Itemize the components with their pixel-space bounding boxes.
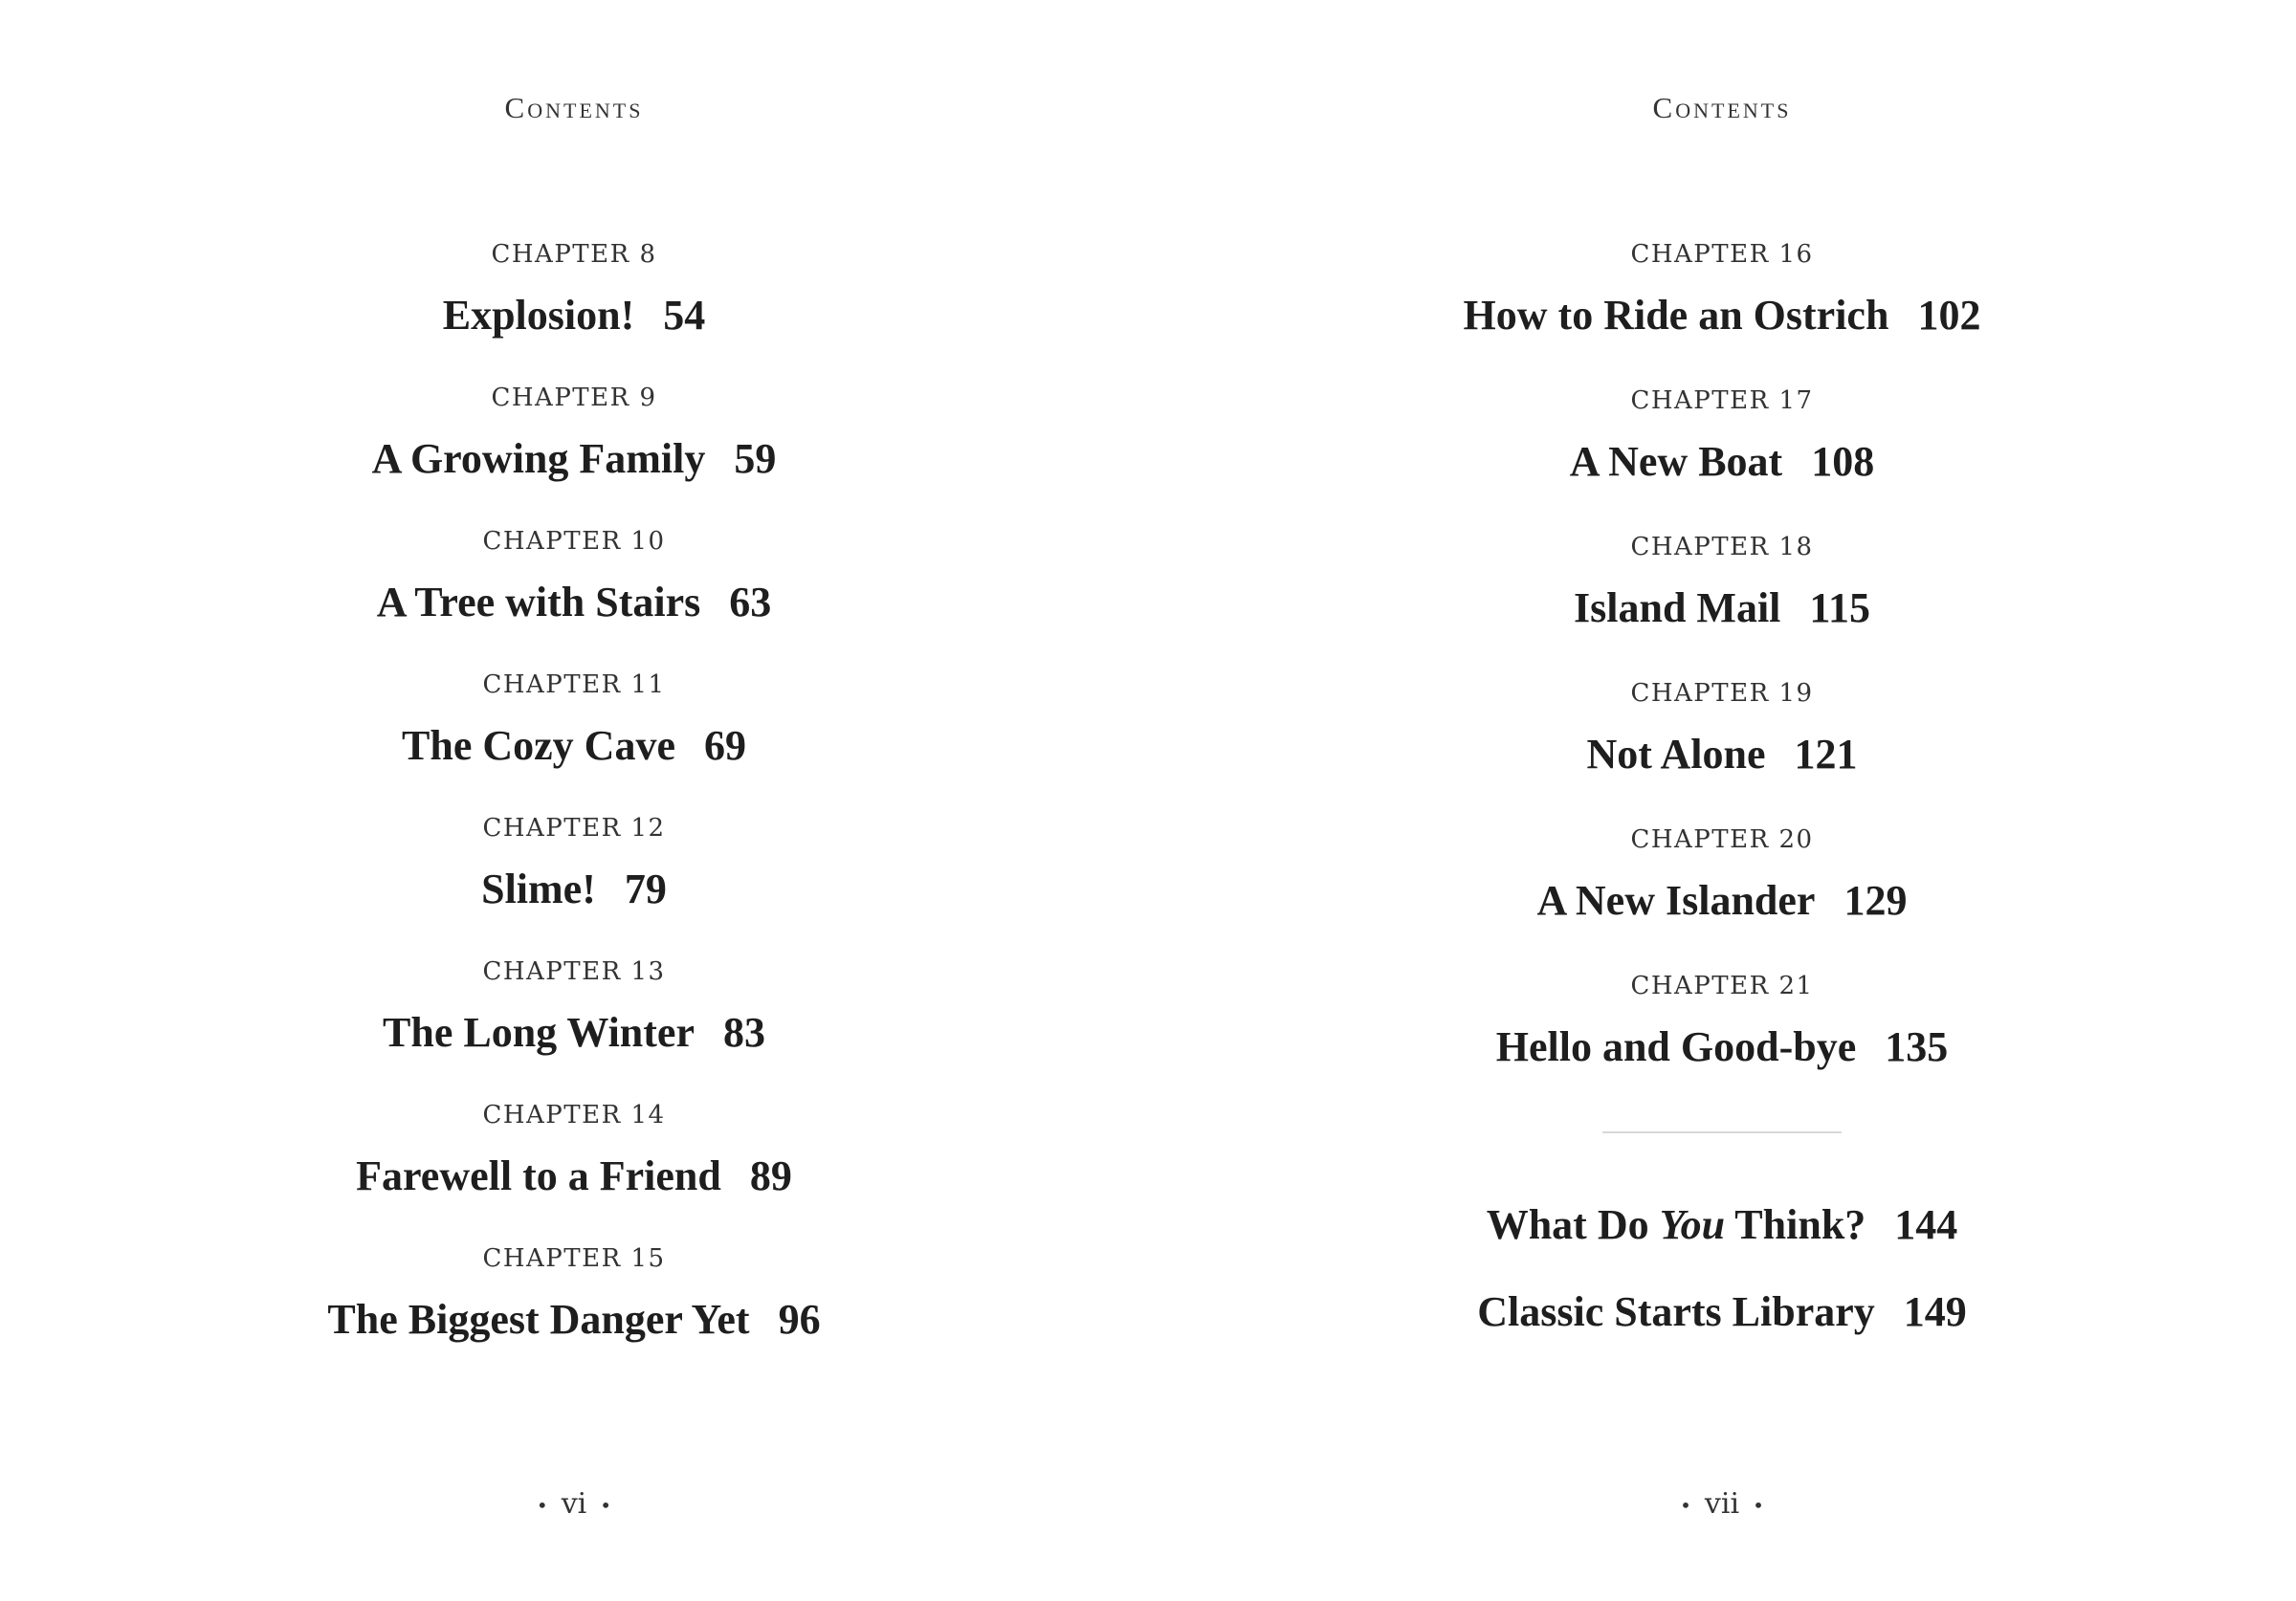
folio-dot: • bbox=[1680, 1494, 1691, 1517]
back-matter-entry[interactable] bbox=[1148, 1198, 2296, 1252]
chapter-title: The Long Winter bbox=[383, 1009, 695, 1056]
toc-entry[interactable] bbox=[1148, 971, 2296, 1074]
folio-dot: • bbox=[536, 1494, 548, 1517]
chapter-page-number: 135 bbox=[1885, 1023, 1949, 1070]
chapter-page-number: 129 bbox=[1843, 877, 1908, 924]
chapter-title: How to Ride an Ostrich bbox=[1463, 292, 1889, 339]
chapter-page-number: 96 bbox=[778, 1296, 821, 1343]
chapter-label: CHAPTER 11 bbox=[482, 670, 666, 699]
folio-number: vi bbox=[561, 1487, 587, 1521]
folio-dot: • bbox=[600, 1494, 612, 1517]
back-matter-title: Classic Starts Library bbox=[1477, 1288, 1875, 1335]
chapter-label: CHAPTER 9 bbox=[491, 384, 657, 412]
chapter-label: CHAPTER 20 bbox=[1630, 825, 1814, 854]
back-matter-page-number: 149 bbox=[1903, 1288, 1967, 1335]
chapter-label: CHAPTER 19 bbox=[1630, 679, 1814, 708]
chapter-title: A New Islander bbox=[1536, 877, 1816, 924]
chapter-label: CHAPTER 17 bbox=[1630, 386, 1814, 415]
chapter-label: CHAPTER 15 bbox=[482, 1244, 666, 1273]
toc-entry[interactable] bbox=[1148, 824, 2296, 928]
chapter-label: CHAPTER 12 bbox=[482, 814, 666, 843]
toc-entry[interactable] bbox=[0, 1243, 1148, 1347]
toc-entry[interactable] bbox=[1148, 239, 2296, 342]
chapter-label: CHAPTER 10 bbox=[482, 527, 666, 556]
chapter-page-number: 108 bbox=[1811, 438, 1875, 485]
chapter-page-number: 59 bbox=[734, 435, 777, 482]
toc-entry[interactable] bbox=[0, 669, 1148, 773]
back-matter-entry[interactable] bbox=[1148, 1285, 2296, 1339]
toc-entry[interactable] bbox=[0, 383, 1148, 486]
chapter-title: Island Mail bbox=[1574, 584, 1781, 631]
running-head: Contents bbox=[1652, 91, 1792, 124]
chapter-title: Not Alone bbox=[1586, 731, 1766, 778]
chapter-title: A New Boat bbox=[1569, 438, 1783, 485]
chapter-page-number: 121 bbox=[1794, 731, 1858, 778]
chapter-label: CHAPTER 13 bbox=[482, 957, 666, 986]
chapter-page-number: 69 bbox=[703, 722, 746, 769]
page-number-footer bbox=[0, 1487, 1148, 1521]
back-matter-title: What Do You Think? bbox=[1486, 1201, 1866, 1248]
toc-entry[interactable] bbox=[0, 526, 1148, 629]
chapter-page-number: 54 bbox=[663, 292, 706, 339]
toc-entry[interactable] bbox=[1148, 678, 2296, 781]
back-matter-page-number: 144 bbox=[1894, 1201, 1958, 1248]
chapter-page-number: 102 bbox=[1917, 292, 1981, 339]
toc-entry[interactable] bbox=[0, 1100, 1148, 1203]
toc-entry[interactable] bbox=[0, 813, 1148, 916]
chapter-page-number: 115 bbox=[1809, 584, 1870, 631]
chapter-page-number: 79 bbox=[624, 866, 667, 912]
chapter-title: A Growing Family bbox=[371, 435, 706, 482]
toc-entry[interactable] bbox=[0, 239, 1148, 342]
toc-entry[interactable] bbox=[1148, 532, 2296, 635]
toc-entry[interactable] bbox=[1148, 385, 2296, 489]
chapter-label: CHAPTER 8 bbox=[491, 240, 657, 269]
chapter-page-number: 83 bbox=[722, 1009, 765, 1056]
chapter-title: Slime! bbox=[481, 866, 596, 912]
toc-entry[interactable] bbox=[0, 956, 1148, 1060]
chapter-title: The Biggest Danger Yet bbox=[327, 1296, 750, 1343]
chapter-label: CHAPTER 21 bbox=[1630, 972, 1814, 1000]
chapter-label: CHAPTER 18 bbox=[1630, 533, 1814, 561]
chapter-title: Hello and Good-bye bbox=[1495, 1023, 1857, 1070]
chapter-label: CHAPTER 14 bbox=[482, 1101, 666, 1129]
chapter-page-number: 89 bbox=[749, 1152, 792, 1199]
right-page bbox=[1148, 0, 2296, 1601]
page-number-footer bbox=[1148, 1487, 2296, 1521]
folio-dot: • bbox=[1753, 1494, 1764, 1517]
chapter-title: Explosion! bbox=[442, 292, 635, 339]
chapter-title: The Cozy Cave bbox=[402, 722, 675, 769]
section-divider bbox=[1602, 1131, 1842, 1133]
running-head: Contents bbox=[504, 91, 644, 124]
folio-number: vii bbox=[1704, 1487, 1740, 1521]
chapter-page-number: 63 bbox=[729, 579, 772, 625]
chapter-label: CHAPTER 16 bbox=[1630, 240, 1814, 269]
chapter-title: Farewell to a Friend bbox=[356, 1152, 721, 1199]
chapter-title: A Tree with Stairs bbox=[376, 579, 701, 625]
